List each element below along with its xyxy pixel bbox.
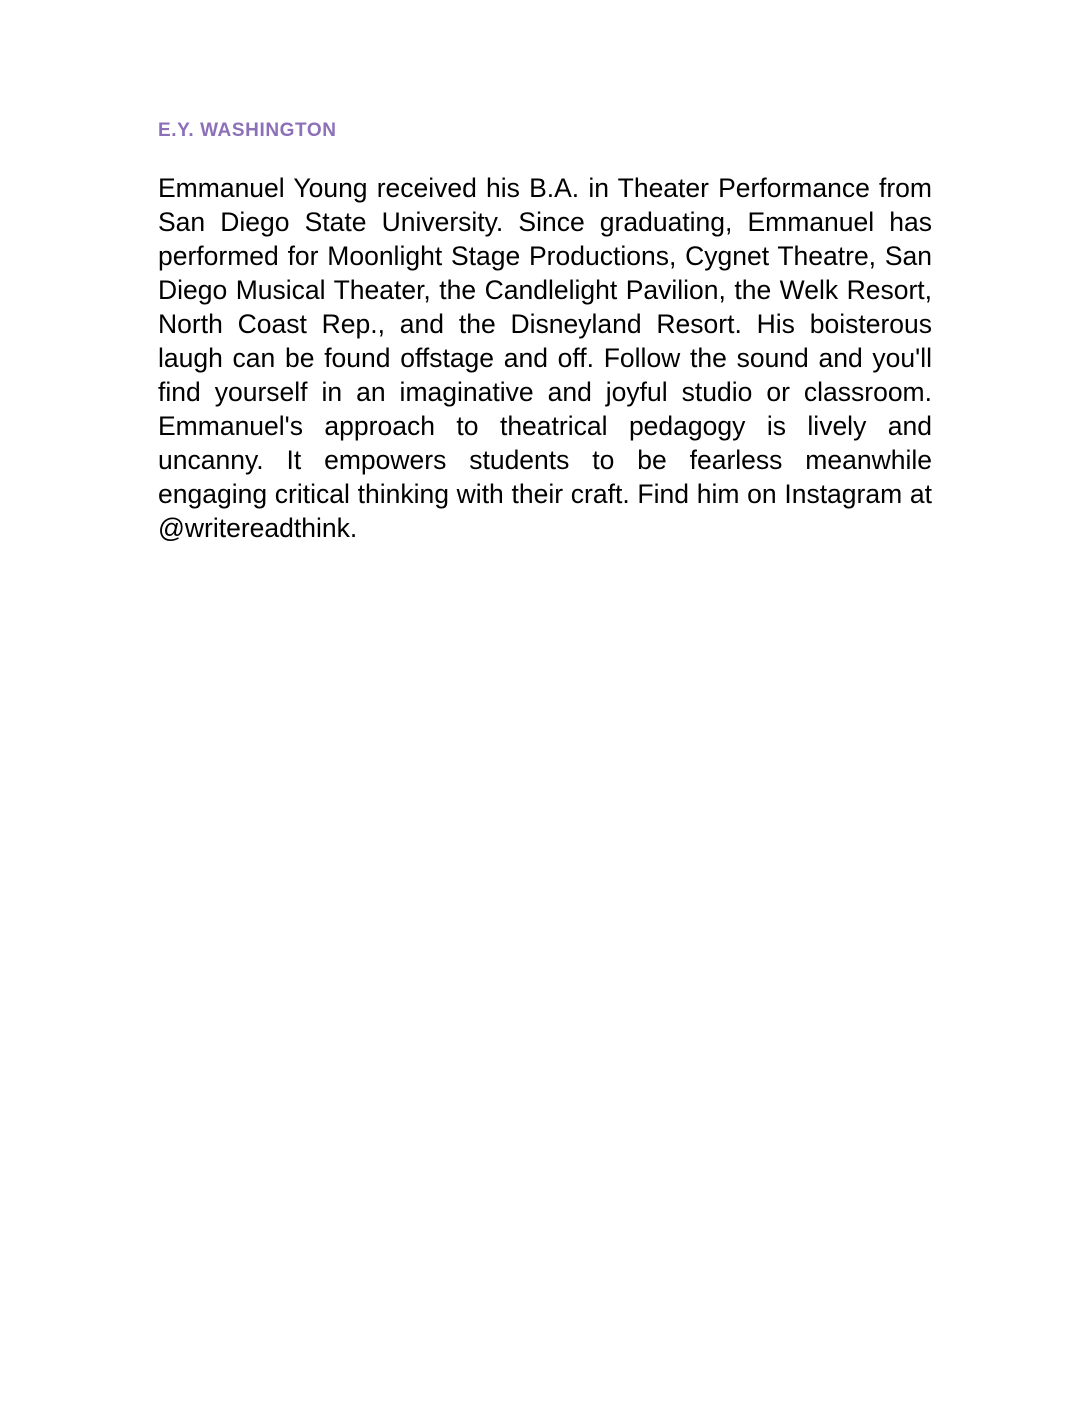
biography-paragraph: Emmanuel Young received his B.A. in Theater Performance from San Diego State University. Since graduating, Emmanuel has performed for Moonlight Stage Productions, Cygnet Theatre, San Diego Musical Theater, the Candlelight Pavilion, the Welk Resort, North Coast Rep., and the Disneyland Resort. His boisterous laugh can be found offstage and off. Follow the sound and you'll find yourself in an imaginative and joyful studio or classroom. Emmanuel's approach to theatrical pedagogy is lively and uncanny. It empowers students to be fearless meanwhile engaging critical thinking with their craft. Find him on Instagram at @writereadthink. — [158, 172, 932, 543]
document-content — [158, 120, 932, 545]
page-title: E.Y. WASHINGTON — [158, 120, 337, 141]
